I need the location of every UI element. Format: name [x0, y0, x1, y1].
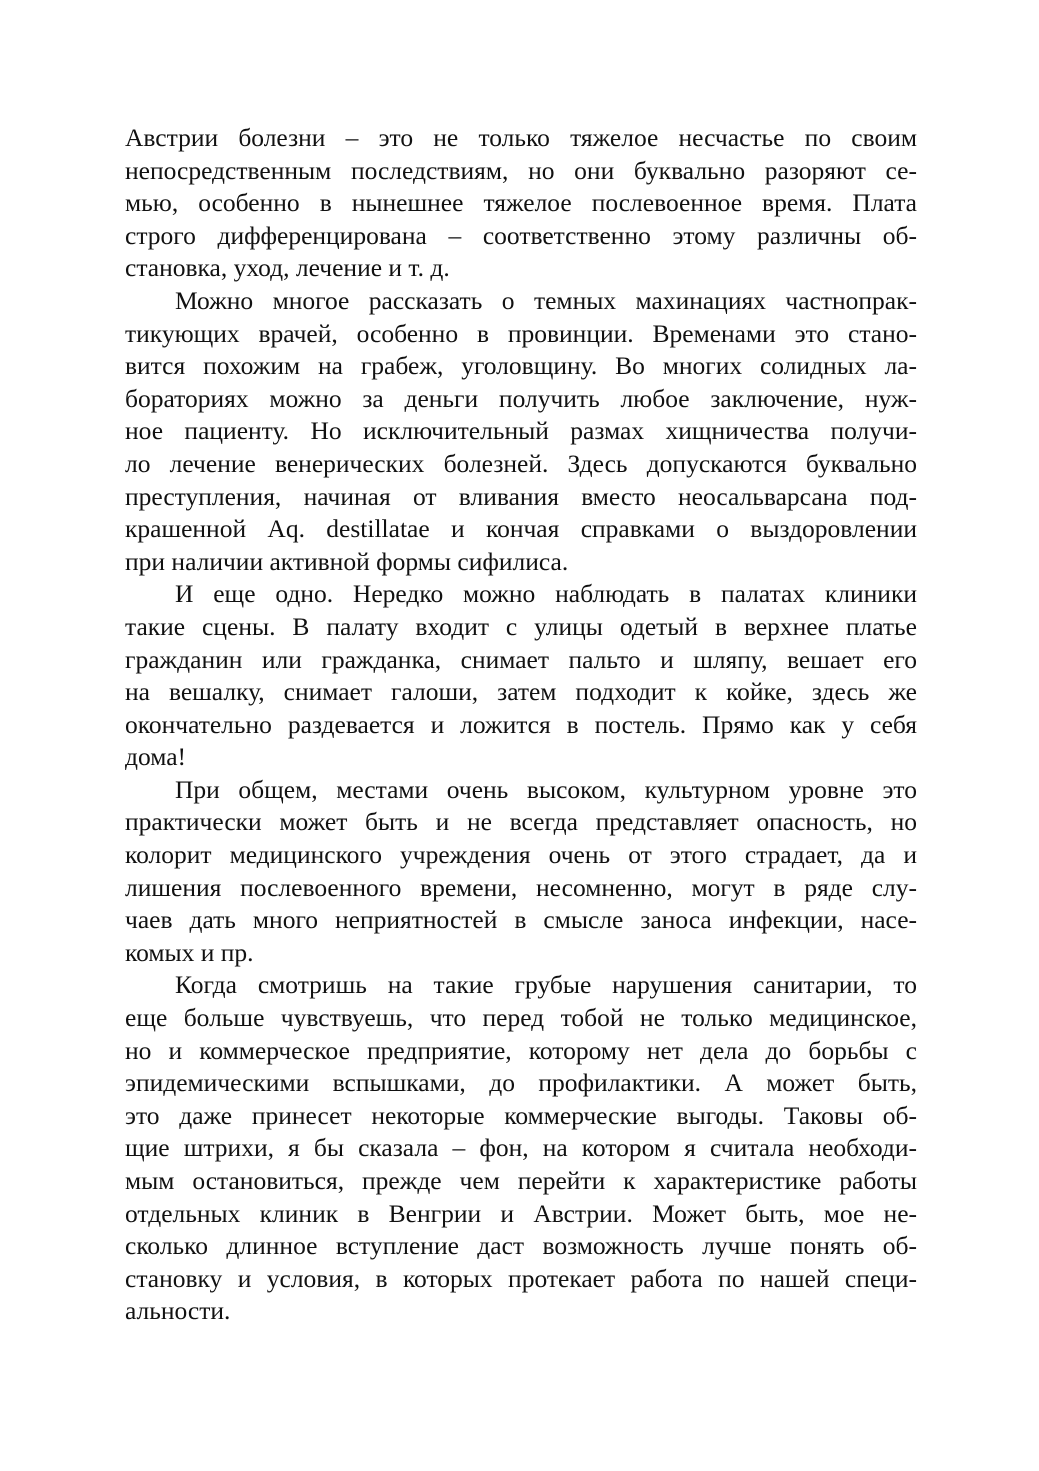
paragraph	[125, 578, 917, 774]
text-line: строго дифференцирована – соответственно этому различны об-	[125, 220, 917, 250]
text-line: на вешалку, снимает галоши, затем подходит к койке, здесь же	[125, 677, 917, 707]
paragraph	[125, 774, 917, 970]
text-line: мым остановиться, прежде чем перейти к характеристике работы	[125, 1166, 917, 1195]
text-line: щие штрихи, я бы сказала – фон, на котором я считала необходи-	[125, 1133, 917, 1163]
text-line: преступления, начиная от вливания вместо неосальварсана под-	[125, 481, 917, 511]
page-text	[125, 122, 917, 1328]
text-line: И еще одно. Нередко можно наблюдать в палатах клиники	[175, 579, 917, 609]
text-line: ло лечение венерических болезней. Здесь допускаются буквально	[125, 448, 917, 478]
paragraph	[125, 122, 917, 285]
text-line: Когда смотришь на такие грубые нарушения санитарии, то	[175, 970, 917, 1000]
text-line: тикующих врачей, особенно в провинции. Временами это стано-	[125, 318, 917, 348]
text-line: но и коммерческое предприятие, которому нет дела до борьбы с	[125, 1035, 917, 1065]
text-line: колорит медицинского учреждения очень от этого страдает, да и	[125, 840, 917, 870]
text-line: крашенной Aq. destillatae и кончая справками о выздоровлении	[125, 514, 917, 544]
text-line: альности.	[125, 1296, 231, 1326]
paragraph	[125, 969, 917, 1328]
text-line: это даже принесет некоторые коммерческие выгоды. Таковы об-	[125, 1100, 917, 1130]
text-line: комых и пр.	[125, 937, 254, 967]
text-line: сколько длинное вступление даст возможность лучше понять об-	[125, 1231, 917, 1261]
text-line: чаев дать много неприятностей в смысле заноса инфекции, насе-	[125, 905, 917, 935]
text-line: еще больше чувствуешь, что перед тобой не только медицинское,	[125, 1003, 917, 1033]
text-line: окончательно раздевается и ложится в постель. Прямо как у себя	[125, 709, 917, 739]
text-line: становка, уход, лечение и т. д.	[125, 253, 450, 283]
text-line: Можно многое рассказать о темных махинациях частнопрак-	[175, 285, 917, 315]
text-line: такие сцены. В палату входит с улицы одетый в верхнее платье	[125, 611, 917, 641]
text-line: бораториях можно за деньги получить любое заключение, нуж-	[125, 383, 917, 413]
text-line: гражданин или гражданка, снимает пальто и шляпу, вешает его	[125, 644, 917, 674]
text-line: мью, особенно в нынешнее тяжелое послевоенное время. Плата	[125, 188, 917, 218]
text-line: непосредственным последствиям, но они буквально разоряют се-	[125, 155, 917, 185]
text-line: становку и условия, в которых протекает работа по нашей специ-	[125, 1263, 917, 1293]
text-line: отдельных клиник в Венгрии и Австрии. Может быть, мое не-	[125, 1198, 917, 1228]
text-line: дома!	[125, 742, 187, 772]
text-line: При общем, местами очень высоком, культурном уровне это	[175, 774, 917, 804]
text-line: лишения послевоенного времени, несомненно, могут в ряде слу-	[125, 872, 917, 902]
paragraph	[125, 285, 917, 578]
text-line: ное пациенту. Но исключительный размах хищничества получи-	[125, 416, 917, 446]
text-line: эпидемическими вспышками, до профилактики. А может быть,	[125, 1068, 917, 1098]
text-line: практически может быть и не всегда представляет опасность, но	[125, 807, 917, 837]
text-line: Австрии болезни – это не только тяжелое несчастье по своим	[125, 123, 917, 152]
text-line: вится похожим на грабеж, уголовщину. Во многих солидных ла-	[125, 351, 917, 381]
text-line: при наличии активной формы сифилиса.	[125, 546, 569, 576]
